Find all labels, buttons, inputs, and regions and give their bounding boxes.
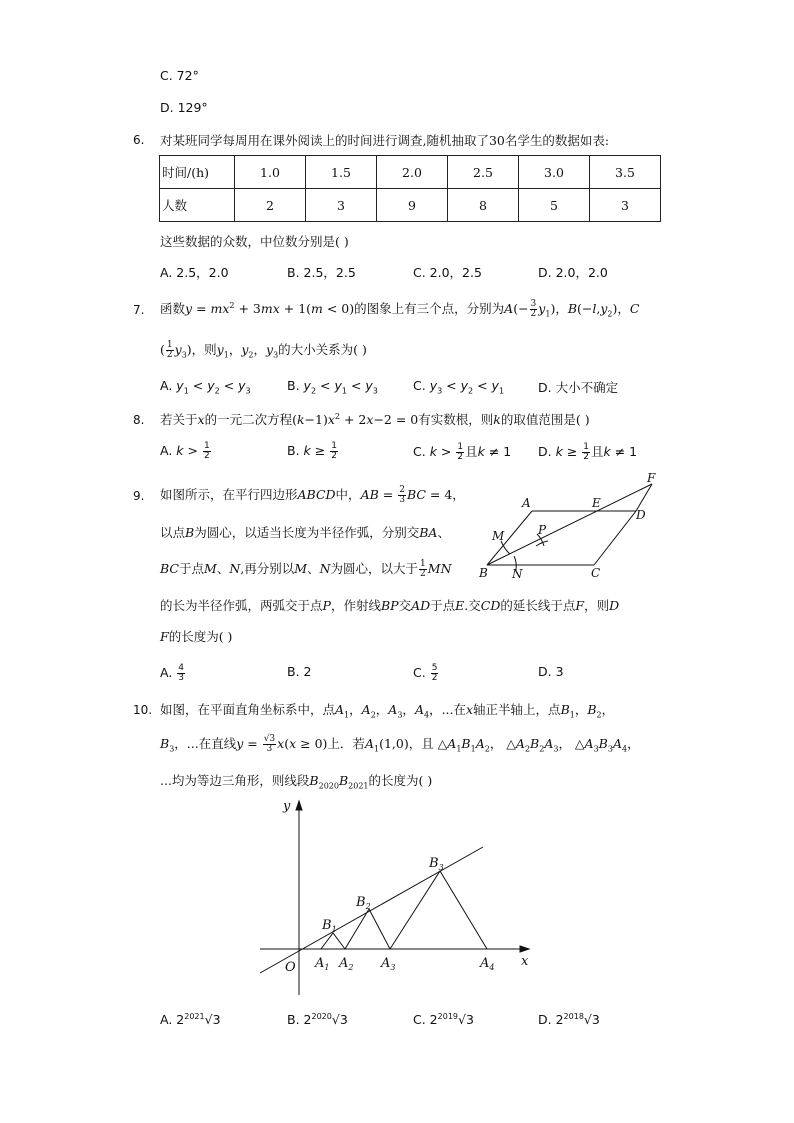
triangle-1 xyxy=(321,933,345,949)
label-y: y xyxy=(283,799,291,814)
q9-number: 9. xyxy=(133,489,145,503)
triangle-3 xyxy=(390,871,487,949)
q8-option-d: D. k ≥ $\frac{1}{2}$ 且k ≠ 1 xyxy=(538,442,638,462)
q10-option-b: B. $2^{2020}√3$ xyxy=(287,1012,348,1028)
q8-option-c: C. k > $\frac{1}{2}$ 且k ≠ 1 xyxy=(413,442,512,462)
q7-number: 7. xyxy=(133,303,145,317)
q10-option-c: C. $2^{2019}√3$ xyxy=(413,1012,474,1028)
q9-stem-line2: 以点B为圆心，以适当长度为半径作弧，分别交BA、 xyxy=(160,525,450,540)
q9-stem-line5: F的长度为( ) xyxy=(160,629,233,644)
label-d: D xyxy=(636,508,646,522)
table-cell: 2.5 xyxy=(448,156,519,189)
label-o: O xyxy=(285,960,296,975)
table-cell: 3.5 xyxy=(590,156,661,189)
q7-stem-line2: ( $\frac{1}{2}$ $y_3$)，则$y_1$，$y_2$，$y_3$的大小关系为( ) xyxy=(160,340,367,360)
q8-stem: 若关于x的一元二次方程$(k-1)x^2 + 2x-2 = 0$有实数根，则k的取值范围是( ) xyxy=(160,411,590,427)
segment-dc xyxy=(594,511,636,565)
q8-option-b: B. k ≥ $\frac{1}{2}$ xyxy=(287,441,337,461)
table-cell: 5 xyxy=(519,189,590,222)
q10-stem-line3: ...均为等边三角形，则线段$B_{2020}B_{2021}$的长度为( ) xyxy=(160,773,433,791)
q9-option-d: D. 3 xyxy=(538,664,564,679)
q6-option-b: B. 2.5，2.5 xyxy=(287,265,356,280)
label-b: B xyxy=(479,566,488,580)
y-axis-arrow xyxy=(296,801,302,810)
q10-stem-line2: $B_3$，...在直线y = $\frac{√3}{3}$ x(x ≥ 0)上．若$A_1(1,0)$，且 $\triangle A_1B_1A_2$， $\triangle A_2B_2A_3$， $\triangle A_3B_3A_4$， xyxy=(160,734,640,754)
label-e: E xyxy=(592,496,601,510)
table-cell: 人数 xyxy=(160,189,235,222)
q7-option-d: D. 大小不确定 xyxy=(538,380,619,395)
label-n: N xyxy=(512,567,523,581)
q9-option-a: A. $\frac{4}{3}$ xyxy=(160,663,185,683)
q6-table xyxy=(159,155,661,222)
table-cell: 3.0 xyxy=(519,156,590,189)
q10-option-a: A. $2^{2021}√3$ xyxy=(160,1012,221,1028)
q6-option-d: D. 2.0，2.0 xyxy=(538,265,608,280)
q9-stem-line3: BC于点M、N,再分别以M、N为圆心，以大于 $\frac{1}{2}$ MN xyxy=(160,559,452,579)
table-cell: 8 xyxy=(448,189,519,222)
q9-option-b: B. 2 xyxy=(287,664,312,679)
q10-option-d: D. $2^{2018}√3$ xyxy=(538,1012,600,1028)
table-row xyxy=(160,156,661,189)
q8-option-a: A. k > $\frac{1}{2}$ xyxy=(160,441,210,461)
label-f: F xyxy=(647,471,656,485)
ray-bf xyxy=(487,484,652,565)
label-b1: $B_1$ xyxy=(322,918,337,934)
table-cell: 1.0 xyxy=(235,156,306,189)
q8-number: 8. xyxy=(133,413,145,427)
label-a2: $A_2$ xyxy=(339,956,354,972)
label-a4: $A_4$ xyxy=(480,956,495,972)
table-cell: 9 xyxy=(377,189,448,222)
table-row xyxy=(160,189,661,222)
q10-coordinate-figure xyxy=(255,795,540,1005)
line-y-sqrt3-over-3-x xyxy=(260,847,483,973)
q5-option-d: D. 129° xyxy=(160,100,208,115)
table-cell: 1.5 xyxy=(306,156,377,189)
x-axis-arrow xyxy=(520,946,529,952)
q5-option-c: C. 72° xyxy=(160,68,199,83)
label-b2: $B_2$ xyxy=(356,895,371,911)
label-m: M xyxy=(492,529,505,543)
q10-number: 10. xyxy=(133,703,153,717)
label-x: x xyxy=(521,954,529,969)
q9-option-c: C. $\frac{5}{2}$ xyxy=(413,663,438,683)
label-b3: $B_3$ xyxy=(429,856,444,872)
label-a1: $A_1$ xyxy=(315,956,330,972)
q6-option-c: C. 2.0，2.5 xyxy=(413,265,482,280)
q9-parallelogram-figure xyxy=(470,468,670,588)
table-cell: 时间/(h) xyxy=(160,156,235,189)
q9-stem-line1: 如图所示，在平行四边形ABCD中，AB = $\frac{2}{3}$ BC = 4， xyxy=(160,485,465,505)
label-a: A xyxy=(522,496,531,510)
table-cell: 2 xyxy=(235,189,306,222)
q10-stem-line1: 如图，在平面直角坐标系中，点$A_1$，$A_2$，$A_3$，$A_4$，...在x轴正半轴上，点$B_1$，$B_2$， xyxy=(160,702,615,720)
q7-stem-line1: 函数$y = mx^2 + 3mx + 1(m < 0)$的图象上有三个点，分别为A(− $\frac{3}{2}$ $y_1$)，$B(-l,y_2)$，C xyxy=(160,299,640,319)
table-cell: 3 xyxy=(590,189,661,222)
label-a3: $A_3$ xyxy=(381,956,396,972)
table-cell: 2.0 xyxy=(377,156,448,189)
q7-option-c: C. $y_3 < y_2 < y_1$ xyxy=(413,378,505,396)
label-p: P xyxy=(538,523,547,537)
q6-question: 这些数据的众数，中位数分别是( ) xyxy=(160,234,349,249)
q6-number: 6. xyxy=(133,133,145,147)
q6-stem: 对某班同学每周用在课外阅读上的时间进行调查,随机抽取了30名学生的数据如表: xyxy=(160,133,610,148)
triangle-2 xyxy=(345,909,390,949)
q9-stem-line4: 的长为半径作弧，两弧交于点P，作射线BP交AD于点E.交CD的延长线于点F，则D xyxy=(160,598,620,613)
label-c: C xyxy=(591,566,601,580)
q6-option-a: A. 2.5，2.0 xyxy=(160,265,229,280)
table-cell: 3 xyxy=(306,189,377,222)
q7-option-b: B. $y_2 < y_1 < y_3$ xyxy=(287,378,378,396)
q7-option-a: A. $y_1 < y_2 < y_3$ xyxy=(160,378,251,396)
